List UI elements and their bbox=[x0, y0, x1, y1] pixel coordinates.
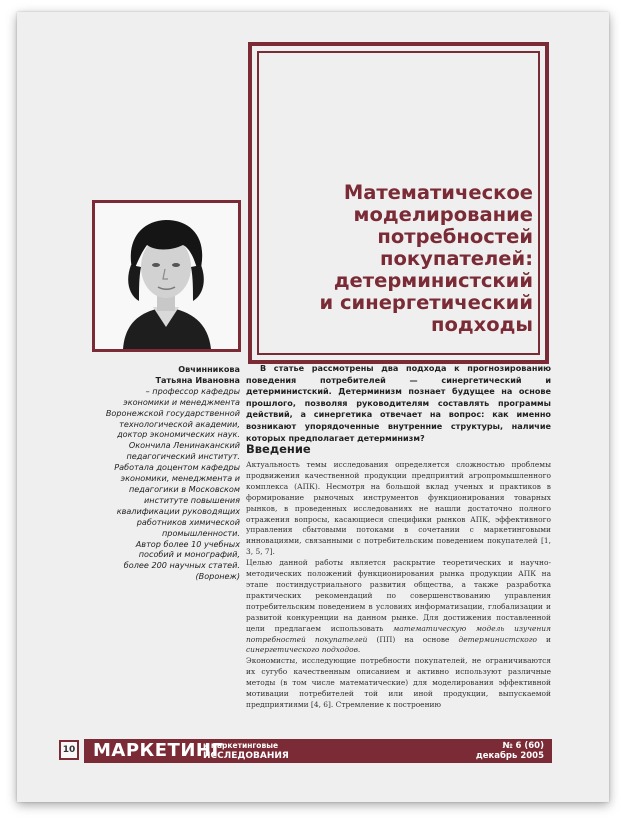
author-bio-line: Воронежской государственной bbox=[105, 407, 240, 418]
author-surname: Овчинникова bbox=[178, 364, 240, 374]
body-paragraph: Актуальность темы исследования определяется сложностью проблемы продвижения качественной продукции предприятий агропромышленного комплекса (АПК). Несмотря на большой вклад ученых и практиков в формирование рыночных инструментов функционирования товарных рынков, в проведенных исследованиях не нашли достаточно полного отражения вопросы, касающиеся специфики рынков АПК, эффективного управления сбытовыми потоками в сочетании с маркетинговыми инновациями, связанными с потребительским поведением покупателей [1, 3, 5, 7]. bbox=[246, 460, 551, 557]
author-bio-line: технологической академии, bbox=[119, 418, 240, 429]
section-heading: Введение bbox=[246, 442, 311, 456]
emphasis-text: математическую модель изучения потребностей покупателей bbox=[246, 623, 551, 644]
article-abstract: В статье рассмотрены два подхода к прогнозированию поведения потребителей — синергетический и детерминистский. Детерминизм познает будущее на основе прошлого, позволяя руководителям составлять программы действий, а синергетика отвечает на вопрос: как именно возникают упорядоченные внутренние структуры, наличие которых предполагает детерминизм? bbox=[246, 363, 551, 443]
body-text-run: и bbox=[537, 634, 551, 644]
author-given-name: Татьяна Ивановна bbox=[155, 374, 240, 385]
title-line: подходы bbox=[431, 313, 533, 336]
author-bio-line: работников химической bbox=[136, 516, 240, 527]
title-line: моделирование bbox=[353, 203, 533, 226]
issue-info bbox=[476, 742, 544, 761]
body-text-run: (ПП) на основе bbox=[367, 634, 459, 644]
body-text-run: Целью данной работы является раскрытие теоретических и научно-методических положений функционирования рынка продукции АПК на этапе постиндустриального развития общества, а также разработка практических рекомендаций по совершенствованию управления потребительским поведением в условиях информатизации, глобализации и развитой конкуренции на данном рынке. Для достижения поставленной цели предлагаем использовать bbox=[246, 558, 551, 633]
author-bio-line: более 200 научных статей. bbox=[123, 560, 240, 571]
emphasis-text: синергетического подходов bbox=[246, 645, 358, 655]
issue-number: № 6 (60) bbox=[502, 741, 544, 751]
magazine-brand: МАРКЕТИНГ bbox=[93, 740, 224, 761]
title-line: Математическое bbox=[343, 181, 533, 204]
title-line: детерминистский bbox=[333, 269, 533, 292]
issue-date: декабрь 2005 bbox=[475, 750, 544, 761]
body-paragraph bbox=[246, 558, 551, 656]
title-line: потребностей bbox=[377, 225, 533, 248]
article-title bbox=[268, 182, 533, 336]
magazine-brand-subtitle bbox=[203, 742, 289, 761]
author-bio-line: Автор более 10 учебных bbox=[135, 538, 240, 549]
author-bio-line: доктор экономических наук. bbox=[117, 429, 240, 440]
author-bio-line: пособий и монографий, bbox=[138, 549, 240, 560]
portrait-image bbox=[95, 203, 238, 349]
author-bio-line: экономики и менеджмента bbox=[123, 396, 240, 407]
body-paragraph: Экономисты, исследующие потребности покупателей, не ограничиваются их сугубо качественным описанием и активно используют различные методы (в том числе математические) для моделирования эффективной мотивации потребителей той или иной продукции, выпускаемой предприятиями [4, 6]. Стремление к построению bbox=[246, 656, 551, 709]
author-bio-line: Работала доцентом кафедры bbox=[114, 462, 240, 473]
page-number: 10 bbox=[59, 740, 79, 760]
footer-bar bbox=[84, 739, 552, 763]
author-bio-line: педагогический институт. bbox=[126, 451, 240, 462]
author-bio-line: квалификации руководящих bbox=[116, 505, 240, 516]
author-bio-line: экономики, менеджмента и bbox=[120, 473, 240, 484]
author-bio-line: промышленности. bbox=[162, 527, 240, 538]
author-bio-line: институте повышения bbox=[144, 494, 240, 505]
brand-subtitle-line: ИССЛЕДОВАНИЯ bbox=[203, 750, 289, 761]
title-frame bbox=[248, 42, 549, 364]
author-photo bbox=[92, 200, 241, 352]
article-body bbox=[246, 460, 551, 711]
author-bio-line: – профессор кафедры bbox=[145, 385, 240, 396]
brand-subtitle-line: и маркетинговые bbox=[203, 741, 279, 750]
title-line: и синергетический bbox=[319, 291, 533, 314]
title-line: покупателей: bbox=[380, 247, 533, 270]
author-bio-line: (Воронеж) bbox=[195, 571, 240, 582]
author-bio-line: Окончила Ленинаканский bbox=[128, 440, 240, 451]
author-info bbox=[87, 364, 240, 582]
author-bio-line: педагогики в Московском bbox=[128, 483, 240, 494]
body-text-run: . bbox=[357, 645, 361, 655]
emphasis-text: детерминистского bbox=[458, 634, 537, 644]
magazine-page bbox=[17, 12, 609, 802]
